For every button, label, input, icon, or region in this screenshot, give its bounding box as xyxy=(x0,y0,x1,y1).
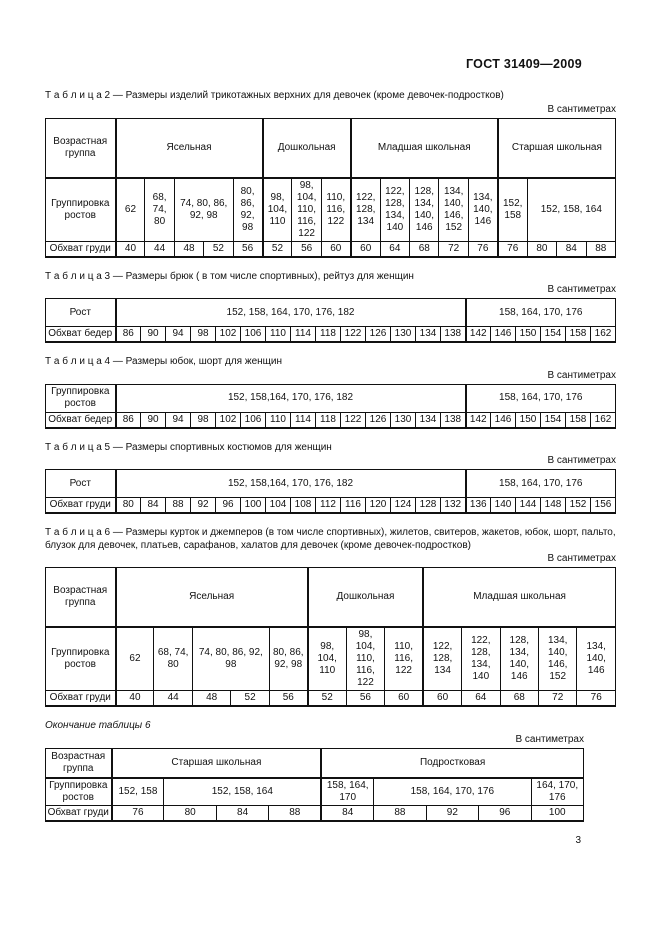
value-cell: 86 xyxy=(116,412,141,428)
table-row xyxy=(46,118,616,178)
page-number: 3 xyxy=(575,834,581,846)
value-cell: 130 xyxy=(391,327,416,343)
value-cell: 68, 74, 80 xyxy=(154,627,192,691)
row-header-cell: Рост xyxy=(46,299,116,327)
value-cell: 108 xyxy=(291,498,316,514)
value-cell: 80 xyxy=(164,805,216,821)
value-cell: 72 xyxy=(439,241,468,257)
value-cell: 158 xyxy=(566,327,591,343)
value-cell: 52 xyxy=(263,241,292,257)
value-cell: 60 xyxy=(423,691,461,707)
value-cell: 126 xyxy=(366,412,391,428)
value-cell: 64 xyxy=(380,241,409,257)
table-row xyxy=(46,778,584,806)
value-cell: 72 xyxy=(538,691,576,707)
value-cell: 114 xyxy=(291,412,316,428)
value-cell: 94 xyxy=(166,412,191,428)
value-cell: 106 xyxy=(241,327,266,343)
value-cell: 148 xyxy=(541,498,566,514)
group-header-cell: Ясельная xyxy=(116,118,263,178)
table-row xyxy=(46,470,616,498)
table-row xyxy=(46,498,616,514)
value-cell: 124 xyxy=(391,498,416,514)
value-cell: 64 xyxy=(462,691,500,707)
units-label: В сантиметрах xyxy=(547,455,616,466)
value-cell: 90 xyxy=(141,327,166,343)
value-cell: 142 xyxy=(466,412,491,428)
value-cell: 52 xyxy=(308,691,346,707)
table-row xyxy=(46,805,584,821)
value-cell: 84 xyxy=(216,805,268,821)
value-cell: 138 xyxy=(441,412,466,428)
table-6-section xyxy=(45,527,616,707)
units-label: В сантиметрах xyxy=(515,733,584,745)
group-header-cell: 152, 158, 164, 170, 176, 182 xyxy=(116,299,466,327)
value-cell: 138 xyxy=(441,327,466,343)
value-cell: 90 xyxy=(141,412,166,428)
value-cell: 68, 74, 80 xyxy=(145,178,174,242)
value-cell: 122, 128, 134, 140 xyxy=(380,178,409,242)
value-cell: 110, 116, 122 xyxy=(321,178,350,242)
value-cell: 158, 164, 170 xyxy=(321,778,373,806)
value-cell: 80 xyxy=(116,498,141,514)
value-cell: 98, 104, 110 xyxy=(263,178,292,242)
row-header-cell: Обхват груди xyxy=(46,241,116,257)
table-row xyxy=(46,384,616,412)
value-cell: 88 xyxy=(269,805,321,821)
value-cell: 154 xyxy=(541,412,566,428)
row-header-cell: Группировка ростов xyxy=(46,627,116,691)
row-header-cell: Рост xyxy=(46,470,116,498)
row-header-cell: Возрастная группа xyxy=(46,748,112,778)
value-cell: 122 xyxy=(341,327,366,343)
group-header-cell: 152, 158,164, 170, 176, 182 xyxy=(116,384,466,412)
table-5-caption: Т а б л и ц а 5 — Размеры спортивных костюмов для женщин xyxy=(45,441,332,453)
value-cell: 98, 104, 110, 116, 122 xyxy=(346,627,384,691)
table-4-section xyxy=(45,356,616,429)
value-cell: 144 xyxy=(516,498,541,514)
value-cell: 146 xyxy=(491,412,516,428)
group-header-cell: Младшая школьная xyxy=(351,118,498,178)
value-cell: 52 xyxy=(231,691,269,707)
value-cell: 88 xyxy=(586,241,616,257)
value-cell: 68 xyxy=(500,691,538,707)
value-cell: 136 xyxy=(466,498,491,514)
table-6-caption: Т а б л и ц а 6 — Размеры курток и джемперов (в том числе спортивных), жилетов, свитеров, жакетов, юбок, шорт, пальто, блузок для девочек, платьев, сарафанов, халатов для девочек (кроме девочек-подростков) xyxy=(45,527,616,551)
sizes-table-3 xyxy=(45,298,616,343)
value-cell: 128, 134, 140, 146 xyxy=(500,627,538,691)
value-cell: 98, 104, 110, 116, 122 xyxy=(292,178,321,242)
value-cell: 152, 158 xyxy=(498,178,527,242)
row-header-cell: Группировка ростов xyxy=(46,778,112,806)
value-cell: 122, 128, 134 xyxy=(351,178,380,242)
row-header-cell: Обхват бедер xyxy=(46,327,116,343)
value-cell: 128, 134, 140, 146 xyxy=(410,178,439,242)
value-cell: 164, 170, 176 xyxy=(531,778,584,806)
value-cell: 106 xyxy=(241,412,266,428)
value-cell: 92 xyxy=(191,498,216,514)
value-cell: 80, 86, 92, 98 xyxy=(269,627,307,691)
units-label: В сантиметрах xyxy=(547,369,616,381)
units-label: В сантиметрах xyxy=(547,553,616,564)
value-cell: 104 xyxy=(266,498,291,514)
value-cell: 56 xyxy=(269,691,307,707)
table-row xyxy=(46,241,616,257)
value-cell: 116 xyxy=(341,498,366,514)
group-header-cell: Младшая школьная xyxy=(423,568,615,628)
group-header-cell: Старшая школьная xyxy=(498,118,616,178)
group-header-cell: Дошкольная xyxy=(308,568,423,628)
table-row xyxy=(46,412,616,428)
value-cell: 150 xyxy=(516,327,541,343)
value-cell: 100 xyxy=(531,805,584,821)
value-cell: 48 xyxy=(174,241,203,257)
value-cell: 56 xyxy=(233,241,262,257)
value-cell: 146 xyxy=(491,327,516,343)
value-cell: 152 xyxy=(566,498,591,514)
value-cell: 156 xyxy=(591,498,616,514)
value-cell: 118 xyxy=(316,327,341,343)
value-cell: 130 xyxy=(391,412,416,428)
value-cell: 94 xyxy=(166,327,191,343)
value-cell: 100 xyxy=(241,498,266,514)
value-cell: 74, 80, 86, 92, 98 xyxy=(192,627,269,691)
value-cell: 74, 80, 86, 92, 98 xyxy=(174,178,233,242)
row-header-cell: Обхват груди xyxy=(46,691,116,707)
group-header-cell: 158, 164, 170, 176 xyxy=(466,470,616,498)
value-cell: 40 xyxy=(116,691,154,707)
value-cell: 76 xyxy=(498,241,527,257)
value-cell: 76 xyxy=(577,691,616,707)
value-cell: 152, 158 xyxy=(112,778,164,806)
value-cell: 86 xyxy=(116,327,141,343)
row-header-cell: Возрастная группа xyxy=(46,118,116,178)
value-cell: 48 xyxy=(192,691,230,707)
value-cell: 118 xyxy=(316,412,341,428)
table-2-section xyxy=(45,90,616,258)
value-cell: 62 xyxy=(116,627,154,691)
value-cell: 158 xyxy=(566,412,591,428)
value-cell: 68 xyxy=(410,241,439,257)
table-row xyxy=(46,327,616,343)
value-cell: 88 xyxy=(166,498,191,514)
table-5-section xyxy=(45,442,616,515)
value-cell: 44 xyxy=(145,241,174,257)
group-header-cell: Старшая школьная xyxy=(112,748,322,778)
value-cell: 60 xyxy=(385,691,423,707)
units-label: В сантиметрах xyxy=(547,284,616,295)
value-cell: 76 xyxy=(112,805,164,821)
value-cell: 80 xyxy=(527,241,556,257)
value-cell: 134 xyxy=(416,412,441,428)
units-label: В сантиметрах xyxy=(547,103,616,115)
value-cell: 122 xyxy=(341,412,366,428)
value-cell: 44 xyxy=(154,691,192,707)
value-cell: 142 xyxy=(466,327,491,343)
value-cell: 98 xyxy=(191,327,216,343)
value-cell: 112 xyxy=(316,498,341,514)
value-cell: 128 xyxy=(416,498,441,514)
table-row xyxy=(46,568,616,628)
value-cell: 76 xyxy=(468,241,497,257)
row-header-cell: Группировка ростов xyxy=(46,178,116,242)
value-cell: 110 xyxy=(266,327,291,343)
table-6-continuation-caption: Окончание таблицы 6 xyxy=(45,720,151,731)
value-cell: 96 xyxy=(479,805,531,821)
value-cell: 134, 140, 146 xyxy=(468,178,497,242)
value-cell: 140 xyxy=(491,498,516,514)
table-row xyxy=(46,748,584,778)
group-header-cell: 158, 164, 170, 176 xyxy=(466,299,616,327)
value-cell: 84 xyxy=(557,241,586,257)
value-cell: 40 xyxy=(116,241,145,257)
value-cell: 92 xyxy=(426,805,478,821)
value-cell: 62 xyxy=(116,178,145,242)
value-cell: 162 xyxy=(591,327,616,343)
group-header-cell: 152, 158,164, 170, 176, 182 xyxy=(116,470,466,498)
value-cell: 152, 158, 164 xyxy=(527,178,615,242)
table-3-section xyxy=(45,271,616,344)
row-header-cell: Обхват груди xyxy=(46,805,112,821)
value-cell: 152, 158, 164 xyxy=(164,778,321,806)
group-header-cell: Дошкольная xyxy=(263,118,351,178)
value-cell: 84 xyxy=(141,498,166,514)
value-cell: 60 xyxy=(351,241,380,257)
group-header-cell: Подростковая xyxy=(321,748,583,778)
row-header-cell: Обхват груди xyxy=(46,498,116,514)
value-cell: 110, 116, 122 xyxy=(385,627,423,691)
table-4-caption: Т а б л и ц а 4 — Размеры юбок, шорт для женщин xyxy=(45,356,282,367)
value-cell: 102 xyxy=(216,412,241,428)
table-3-caption: Т а б л и ц а 3 — Размеры брюк ( в том числе спортивных), рейтуз для женщин xyxy=(45,270,414,282)
row-header-cell: Возрастная группа xyxy=(46,568,116,628)
value-cell: 122, 128, 134, 140 xyxy=(462,627,500,691)
value-cell: 134, 140, 146, 152 xyxy=(439,178,468,242)
sizes-table-6 xyxy=(45,567,616,707)
value-cell: 102 xyxy=(216,327,241,343)
value-cell: 154 xyxy=(541,327,566,343)
group-header-cell: 158, 164, 170, 176 xyxy=(466,384,616,412)
row-header-cell: Обхват бедер xyxy=(46,412,116,428)
value-cell: 114 xyxy=(291,327,316,343)
group-header-cell: Ясельная xyxy=(116,568,308,628)
table-row xyxy=(46,627,616,691)
value-cell: 134, 140, 146, 152 xyxy=(538,627,576,691)
value-cell: 120 xyxy=(366,498,391,514)
table-6-continuation-section xyxy=(45,720,584,822)
value-cell: 134, 140, 146 xyxy=(577,627,616,691)
value-cell: 98 xyxy=(191,412,216,428)
table-row xyxy=(46,691,616,707)
value-cell: 110 xyxy=(266,412,291,428)
sizes-table-4 xyxy=(45,384,616,429)
value-cell: 96 xyxy=(216,498,241,514)
value-cell: 60 xyxy=(321,241,350,257)
document-code: ГОСТ 31409—2009 xyxy=(465,57,582,71)
value-cell: 88 xyxy=(374,805,426,821)
value-cell: 162 xyxy=(591,412,616,428)
value-cell: 84 xyxy=(321,805,373,821)
value-cell: 150 xyxy=(516,412,541,428)
value-cell: 80, 86, 92, 98 xyxy=(233,178,262,242)
value-cell: 56 xyxy=(292,241,321,257)
value-cell: 122, 128, 134 xyxy=(423,627,461,691)
value-cell: 52 xyxy=(204,241,233,257)
row-header-cell: Группировка ростов xyxy=(46,384,116,412)
table-2-caption: Т а б л и ц а 2 — Размеры изделий трикотажных верхних для девочек (кроме девочек-подростков) xyxy=(45,90,504,101)
value-cell: 98, 104, 110 xyxy=(308,627,346,691)
sizes-table-6-continuation xyxy=(45,748,584,822)
table-row xyxy=(46,178,616,242)
value-cell: 132 xyxy=(441,498,466,514)
value-cell: 56 xyxy=(346,691,384,707)
value-cell: 158, 164, 170, 176 xyxy=(374,778,531,806)
value-cell: 134 xyxy=(416,327,441,343)
sizes-table-5 xyxy=(45,469,616,514)
value-cell: 126 xyxy=(366,327,391,343)
table-row xyxy=(46,299,616,327)
sizes-table-2 xyxy=(45,118,616,258)
